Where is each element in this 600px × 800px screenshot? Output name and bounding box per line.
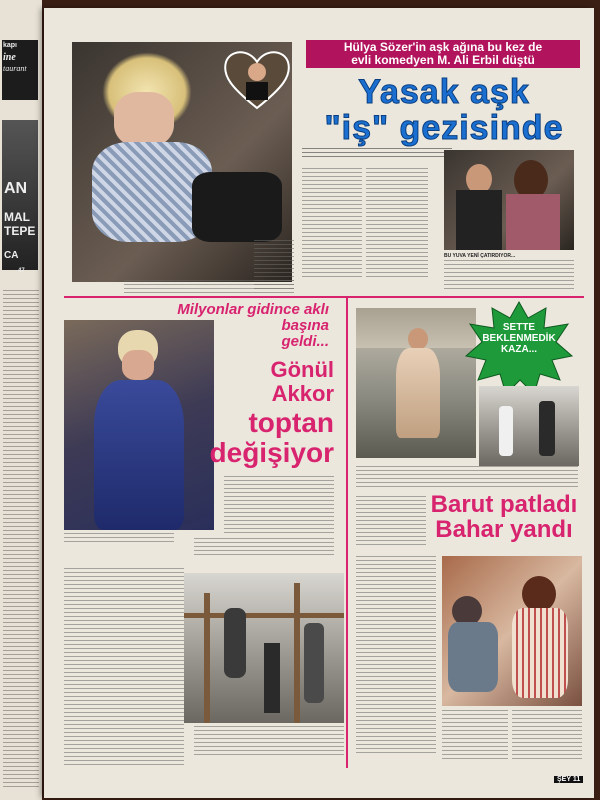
heart-inset-photo: [222, 48, 292, 110]
left-page-fragment: [0, 0, 42, 800]
story1-kicker-line1: Hülya Sözer'in aşk ağına bu kez de: [343, 40, 543, 54]
left-ad-text: MAL: [4, 210, 30, 224]
left-ad-text: 47: [18, 268, 25, 274]
newspaper-page: [44, 8, 594, 798]
left-text-column: [3, 290, 39, 790]
story3-headline-line2: Bahar yandı: [435, 516, 573, 543]
story1-lead: [302, 148, 452, 158]
story2-headline-line2: Akkor: [271, 381, 334, 406]
left-ad-text: AN: [4, 180, 28, 197]
story3-headline-line1: Barut patladı: [430, 491, 578, 518]
story2-column-1: [64, 568, 184, 768]
couple-photo-caption: BU YUVA YENİ ÇATIRDIYOR...: [444, 253, 516, 259]
couple-photo: [444, 150, 574, 250]
left-ad-text: CA: [4, 250, 19, 261]
story1-headline-line1: Yasak aşk: [358, 73, 530, 111]
burst-line1: SETTE: [502, 322, 536, 333]
set-accident-photo: [479, 386, 579, 466]
bahar-burn-photo-caption: [512, 710, 582, 760]
column-divider: [346, 298, 348, 768]
renovation-photo: [184, 573, 344, 723]
story3-photo-caption: [356, 466, 578, 488]
left-ad-text: TEPE: [4, 224, 36, 238]
burst-line2: BEKLENMEDİK: [482, 333, 556, 344]
story2-headline: [224, 358, 334, 406]
bahar-burn-photo: [442, 556, 582, 706]
story1-kicker: [306, 40, 580, 68]
story3-column-1: [356, 556, 436, 756]
story1-column-1: [302, 168, 362, 278]
story2-headline-line1: Gönül: [270, 357, 334, 382]
gonul-akkor-photo: [64, 320, 214, 530]
story1-kicker-line2: evli komedyen M. Ali Erbil düştü: [351, 53, 535, 67]
bahar-walking-photo: [356, 308, 476, 458]
section-divider: [64, 296, 584, 298]
story2-kicker-line3: geldi...: [281, 333, 329, 350]
story3-headline: [424, 492, 584, 542]
surprise-accident-burst: [464, 300, 574, 396]
story2-kicker-line1: Milyonlar gidince aklı: [177, 301, 329, 318]
story1-headline-line2: "iş" gezisinde: [324, 109, 564, 147]
left-ad-text: kapı: [3, 42, 18, 49]
couple-photo-caption-text: [444, 260, 574, 290]
story2-intro-text: [194, 538, 334, 558]
story2-headline-main: [204, 408, 334, 468]
story2-headline-line4: değişiyor: [209, 437, 334, 468]
story3-intro: [356, 496, 426, 546]
burst-line3: KAZA...: [500, 344, 538, 355]
story1-column-2: [366, 168, 428, 278]
renovation-photo-caption: [194, 726, 344, 756]
story3-column-2: [442, 710, 508, 760]
page-number: ŞEY 11: [554, 776, 583, 783]
hulya-photo-caption-bottom: [124, 280, 294, 294]
left-ad-text: ine: [3, 52, 16, 63]
story1-headline: [309, 74, 579, 146]
gonul-photo-caption: [64, 533, 174, 545]
story2-sidebar-text: [224, 476, 334, 536]
left-ad-text: taurant: [3, 64, 27, 73]
story2-headline-line3: toptan: [248, 407, 334, 438]
story2-kicker-line2: başına: [281, 317, 329, 334]
